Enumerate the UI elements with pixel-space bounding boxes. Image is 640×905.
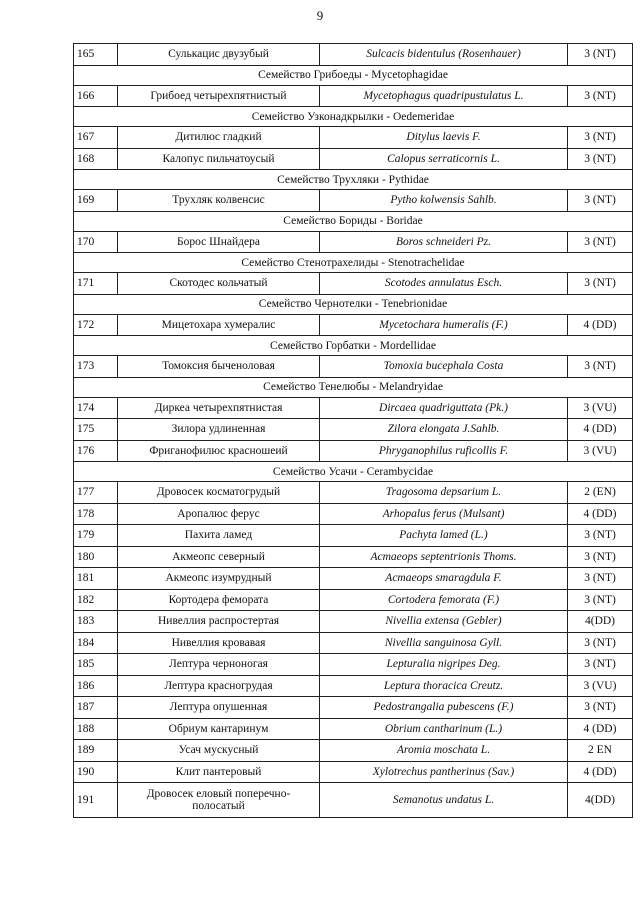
species-number: 171 [74,273,118,295]
family-header: Семейство Стенотрахелиды - Stenotrachelidae [74,253,633,273]
species-russian-name: Мицетохара хумералис [118,314,320,336]
species-latin-name: Phryganophilus ruficollis F. [320,440,568,462]
species-category: 4 (DD) [568,761,633,783]
species-category: 3 (NT) [568,525,633,547]
species-number: 179 [74,525,118,547]
species-russian-name: Диркеа четырехпятнистая [118,397,320,419]
species-number: 174 [74,397,118,419]
species-row [74,127,633,149]
family-header-row [74,107,633,127]
species-number: 191 [74,783,118,818]
species-number: 173 [74,356,118,378]
species-latin-name: Xylotrechus pantherinus (Sav.) [320,761,568,783]
species-latin-name: Mycetophagus quadripustulatus L. [320,85,568,107]
family-header: Семейство Усачи - Cerambycidae [74,462,633,482]
species-row [74,273,633,295]
species-category: 3 (NT) [568,44,633,66]
family-header: Семейство Трухляки - Pythidae [74,170,633,190]
family-header-row [74,170,633,190]
species-number: 166 [74,85,118,107]
species-russian-name: Кортодера фемората [118,589,320,611]
species-category: 3 (NT) [568,231,633,253]
species-row [74,190,633,212]
species-russian-name: Акмеопс северный [118,546,320,568]
species-row [74,546,633,568]
species-number: 172 [74,314,118,336]
species-latin-name: Tomoxia bucephala Costa [320,356,568,378]
species-number: 190 [74,761,118,783]
species-category: 3 (NT) [568,190,633,212]
family-header-row [74,294,633,314]
species-table [73,43,633,818]
species-category: 3 (NT) [568,273,633,295]
species-latin-name: Mycetochara humeralis (F.) [320,314,568,336]
species-latin-name: Sulcacis bidentulus (Rosenhauer) [320,44,568,66]
species-row [74,654,633,676]
species-latin-name: Tragosoma depsarium L. [320,482,568,504]
species-latin-name: Leptura thoracica Creutz. [320,675,568,697]
species-category: 4 (DD) [568,419,633,441]
species-russian-name: Сулькацис двузубый [118,44,320,66]
species-row [74,482,633,504]
species-latin-name: Aromia moschata L. [320,740,568,762]
species-number: 175 [74,419,118,441]
species-category: 3 (NT) [568,546,633,568]
species-latin-name: Calopus serraticornis L. [320,148,568,170]
species-row [74,611,633,633]
species-row [74,697,633,719]
species-row [74,85,633,107]
family-header: Семейство Бориды - Boridae [74,211,633,231]
species-number: 170 [74,231,118,253]
species-row [74,397,633,419]
species-russian-name: Дровосек косматогрудый [118,482,320,504]
species-category: 3 (NT) [568,148,633,170]
species-russian-name: Томоксия быченоловая [118,356,320,378]
species-category: 4 (DD) [568,314,633,336]
family-header-row [74,336,633,356]
species-category: 2 (EN) [568,482,633,504]
family-header-row [74,462,633,482]
species-number: 176 [74,440,118,462]
species-row [74,718,633,740]
species-russian-name: Аропалюс ферус [118,503,320,525]
species-row [74,44,633,66]
species-latin-name: Scotodes annulatus Esch. [320,273,568,295]
species-russian-name: Клит пантеровый [118,761,320,783]
species-number: 189 [74,740,118,762]
family-header: Семейство Узконадкрылки - Oedemeridae [74,107,633,127]
species-row [74,231,633,253]
species-russian-name: Лептура красногрудая [118,675,320,697]
species-category: 3 (NT) [568,632,633,654]
species-number: 187 [74,697,118,719]
species-russian-name: Лептура черноногая [118,654,320,676]
species-category: 4 (DD) [568,503,633,525]
family-header-row [74,253,633,273]
species-latin-name: Acmaeops septentrionis Thoms. [320,546,568,568]
species-category: 3 (NT) [568,654,633,676]
species-table-body [74,44,633,818]
family-header-row [74,377,633,397]
species-russian-name: Зилора удлиненная [118,419,320,441]
species-latin-name: Arhopalus ferus (Mulsant) [320,503,568,525]
species-number: 188 [74,718,118,740]
species-category: 2 EN [568,740,633,762]
species-number: 169 [74,190,118,212]
species-row [74,356,633,378]
species-number: 165 [74,44,118,66]
page-number: 9 [316,8,324,23]
species-latin-name: Pedostrangalia pubescens (F.) [320,697,568,719]
species-number: 180 [74,546,118,568]
species-russian-name: Грибоед четырехпятнистый [118,85,320,107]
species-russian-name: Нивеллия кровавая [118,632,320,654]
species-category: 3 (VU) [568,675,633,697]
species-number: 185 [74,654,118,676]
species-category: 3 (NT) [568,127,633,149]
species-category: 3 (NT) [568,589,633,611]
species-latin-name: Semanotus undatus L. [320,783,568,818]
species-russian-name: Трухляк колвенсис [118,190,320,212]
species-latin-name: Ditylus laevis F. [320,127,568,149]
species-row [74,675,633,697]
species-number: 167 [74,127,118,149]
species-latin-name: Obrium cantharinum (L.) [320,718,568,740]
species-russian-name: Дитилюс гладкий [118,127,320,149]
species-category: 3 (NT) [568,568,633,590]
species-russian-name: Скотодес кольчатый [118,273,320,295]
species-latin-name: Dircaea quadriguttata (Pk.) [320,397,568,419]
species-russian-name: Дровосек еловый поперечно-полосатый [118,783,320,818]
species-category: 4(DD) [568,611,633,633]
family-header: Семейство Грибоеды - Mycetophagidae [74,65,633,85]
species-number: 184 [74,632,118,654]
species-latin-name: Zilora elongata J.Sahlb. [320,419,568,441]
species-row [74,740,633,762]
species-number: 182 [74,589,118,611]
species-russian-name: Нивеллия распростертая [118,611,320,633]
species-russian-name: Акмеопс изумрудный [118,568,320,590]
species-latin-name: Nivellia sanguinosa Gyll. [320,632,568,654]
species-russian-name: Пахита ламед [118,525,320,547]
family-header-row [74,65,633,85]
species-number: 181 [74,568,118,590]
species-latin-name: Acmaeops smaragdula F. [320,568,568,590]
species-russian-name: Усач мускусный [118,740,320,762]
species-latin-name: Pachyta lamed (L.) [320,525,568,547]
species-row [74,525,633,547]
species-number: 183 [74,611,118,633]
species-latin-name: Nivellia extensa (Gebler) [320,611,568,633]
family-header: Семейство Горбатки - Mordellidae [74,336,633,356]
species-row [74,783,633,818]
species-row [74,568,633,590]
species-number: 168 [74,148,118,170]
species-category: 4(DD) [568,783,633,818]
species-latin-name: Lepturalia nigripes Deg. [320,654,568,676]
species-russian-name: Лептура опушенная [118,697,320,719]
species-number: 178 [74,503,118,525]
species-row [74,440,633,462]
species-row [74,761,633,783]
species-category: 3 (NT) [568,356,633,378]
species-row [74,503,633,525]
species-category: 4 (DD) [568,718,633,740]
species-category: 3 (NT) [568,697,633,719]
species-row [74,314,633,336]
species-category: 3 (NT) [568,85,633,107]
species-category: 3 (VU) [568,397,633,419]
species-row [74,589,633,611]
species-number: 186 [74,675,118,697]
species-russian-name: Фриганофилюс красношеий [118,440,320,462]
species-category: 3 (VU) [568,440,633,462]
species-russian-name: Борос Шнайдера [118,231,320,253]
family-header: Семейство Тенелюбы - Melandryidae [74,377,633,397]
family-header-row [74,211,633,231]
species-row [74,148,633,170]
species-russian-name: Калопус пильчатоусый [118,148,320,170]
species-latin-name: Cortodera femorata (F.) [320,589,568,611]
species-latin-name: Pytho kolwensis Sahlb. [320,190,568,212]
family-header: Семейство Чернотелки - Tenebrionidae [74,294,633,314]
species-russian-name: Обриум кантаринум [118,718,320,740]
species-number: 177 [74,482,118,504]
species-row [74,419,633,441]
species-latin-name: Boros schneideri Pz. [320,231,568,253]
species-row [74,632,633,654]
